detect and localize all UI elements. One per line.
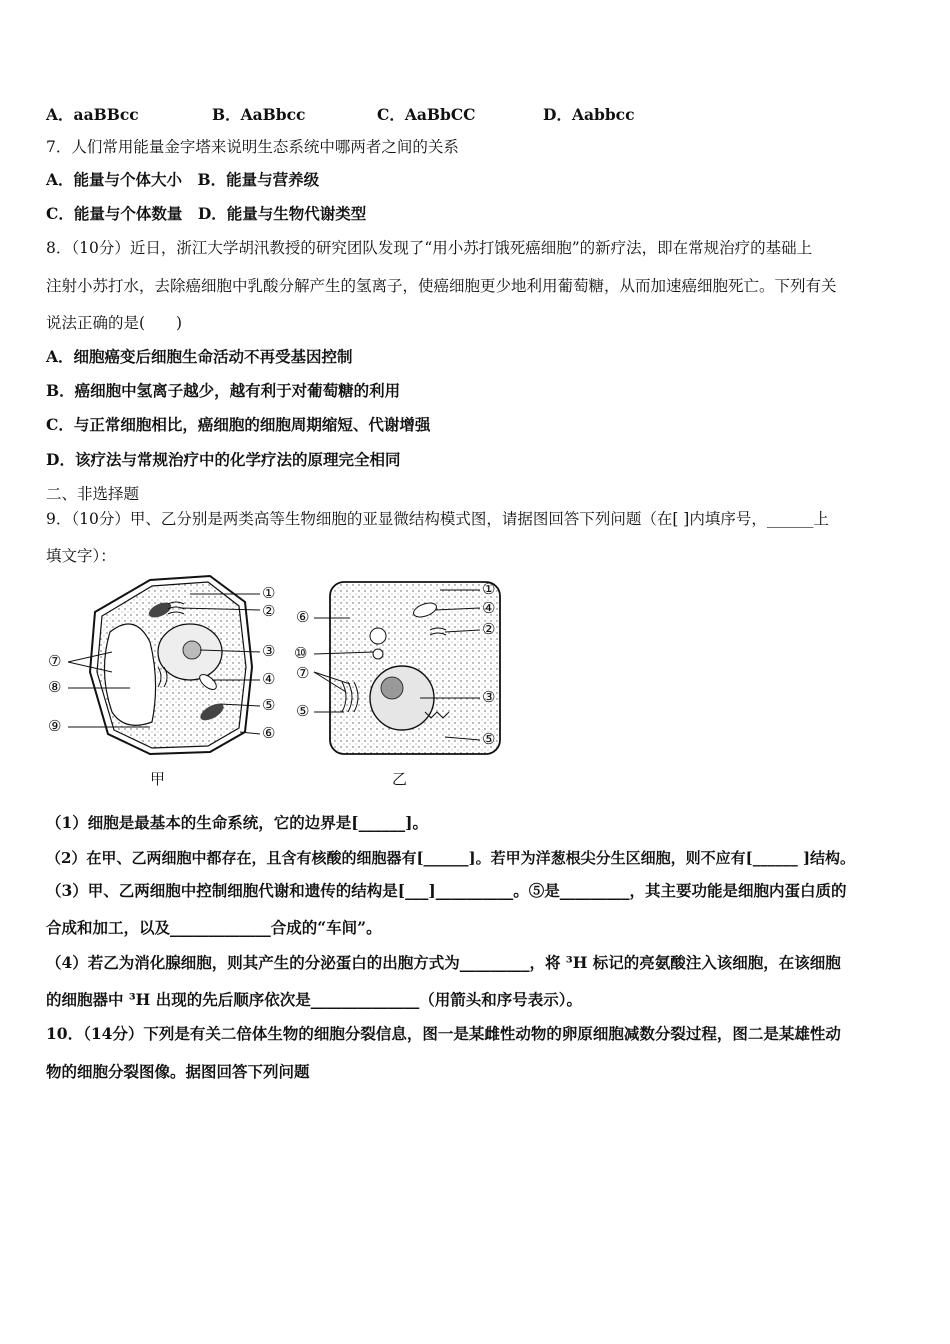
label-b-1: ① — [482, 580, 496, 598]
q9-part4-line1: （4）若乙为消化腺细胞，则其产生的分泌蛋白的出胞方式为_________，将 ³H 标记的亮氨酸注入该细胞，在该细胞 — [46, 953, 841, 972]
figure-a-caption: 甲 — [150, 770, 166, 788]
q9-part1: （1）细胞是最基本的生命系统，它的边界是[______]。 — [46, 813, 428, 832]
q8-line3: 说法正确的是( ) — [46, 314, 183, 332]
label-a-2: ② — [262, 602, 276, 620]
q9-line1: 9．（10分）甲、乙分别是两类高等生物细胞的亚显微结构模式图，请据图回答下列问题（在[ ]内填序号，______上 — [46, 510, 829, 528]
q7-options-row1: A．能量与个体大小 B．能量与营养级 — [46, 170, 320, 189]
q9-line2: 填文字）： — [46, 547, 116, 565]
cell-diagrams-figure — [40, 572, 520, 790]
q6-option-d: D．Aabbcc — [543, 105, 635, 124]
q9-part4-line2: 的细胞器中 ³H 出现的先后顺序依次是______________（用箭头和序号表示）。 — [46, 990, 582, 1009]
label-b-2: ② — [482, 620, 496, 638]
figure-b-caption: 乙 — [392, 770, 408, 788]
label-b-3: ③ — [482, 688, 496, 706]
q9-part3-line2: 合成和加工，以及_____________合成的“车间”。 — [46, 918, 382, 937]
label-a-7: ⑦ — [48, 652, 62, 670]
label-b-10: ⑩ — [294, 644, 308, 662]
label-a-5: ⑤ — [262, 696, 276, 714]
label-a-6: ⑥ — [262, 724, 276, 742]
q7-stem: 7．人们常用能量金字塔来说明生态系统中哪两者之间的关系 — [46, 138, 459, 156]
label-a-8: ⑧ — [48, 678, 62, 696]
q6-option-c: C．AaBbCC — [377, 105, 476, 124]
label-b-5-right: ⑤ — [482, 730, 496, 748]
label-b-4: ④ — [482, 599, 496, 617]
label-a-4: ④ — [262, 670, 276, 688]
label-b-5-left: ⑤ — [296, 702, 310, 720]
q6-option-b: B．AaBbcc — [212, 105, 306, 124]
q9-part2: （2）在甲、乙两细胞中都存在，且含有核酸的细胞器有[______]。若甲为洋葱根尖分生区细胞，则不应有[______ ]结构。 — [46, 849, 856, 867]
label-a-3: ③ — [262, 642, 276, 660]
plant-cell-diagram — [68, 576, 260, 754]
label-a-1: ① — [262, 584, 276, 602]
q8-option-a: A．细胞癌变后细胞生命活动不再受基因控制 — [46, 347, 353, 366]
label-a-9: ⑨ — [48, 717, 62, 735]
q6-option-a: A．aaBBcc — [46, 105, 139, 124]
q10-line1: 10．（14分）下列是有关二倍体生物的细胞分裂信息，图一是某雌性动物的卵原细胞减数分裂过程，图二是某雄性动 — [46, 1024, 841, 1043]
section-heading: 二、非选择题 — [46, 485, 140, 503]
q9-part3-line1: （3）甲、乙两细胞中控制细胞代谢和遗传的结构是[___]__________。⑤是_________，其主要功能是细胞内蛋白质的 — [46, 881, 847, 900]
q8-line1: 8．（10分）近日，浙江大学胡汛教授的研究团队发现了“用小苏打饿死癌细胞”的新疗法，即在常规治疗的基础上 — [46, 239, 813, 257]
q7-options-row2: C．能量与个体数量 D．能量与生物代谢类型 — [46, 204, 367, 223]
q8-line2: 注射小苏打水，去除癌细胞中乳酸分解产生的氢离子，使癌细胞更少地利用葡萄糖，从而加速癌细胞死亡。下列有关 — [46, 277, 837, 295]
q8-option-b: B．癌细胞中氢离子越少，越有利于对葡萄糖的利用 — [46, 381, 401, 400]
q8-option-d: D．该疗法与常规治疗中的化学疗法的原理完全相同 — [46, 450, 401, 469]
q8-option-c: C．与正常细胞相比，癌细胞的细胞周期缩短、代谢增强 — [46, 415, 431, 434]
label-b-6: ⑥ — [296, 608, 310, 626]
cell-diagrams-svg — [40, 572, 520, 790]
animal-cell-diagram — [314, 582, 500, 754]
label-b-7: ⑦ — [296, 664, 310, 682]
q10-line2: 物的细胞分裂图像。据图回答下列问题 — [46, 1062, 310, 1081]
